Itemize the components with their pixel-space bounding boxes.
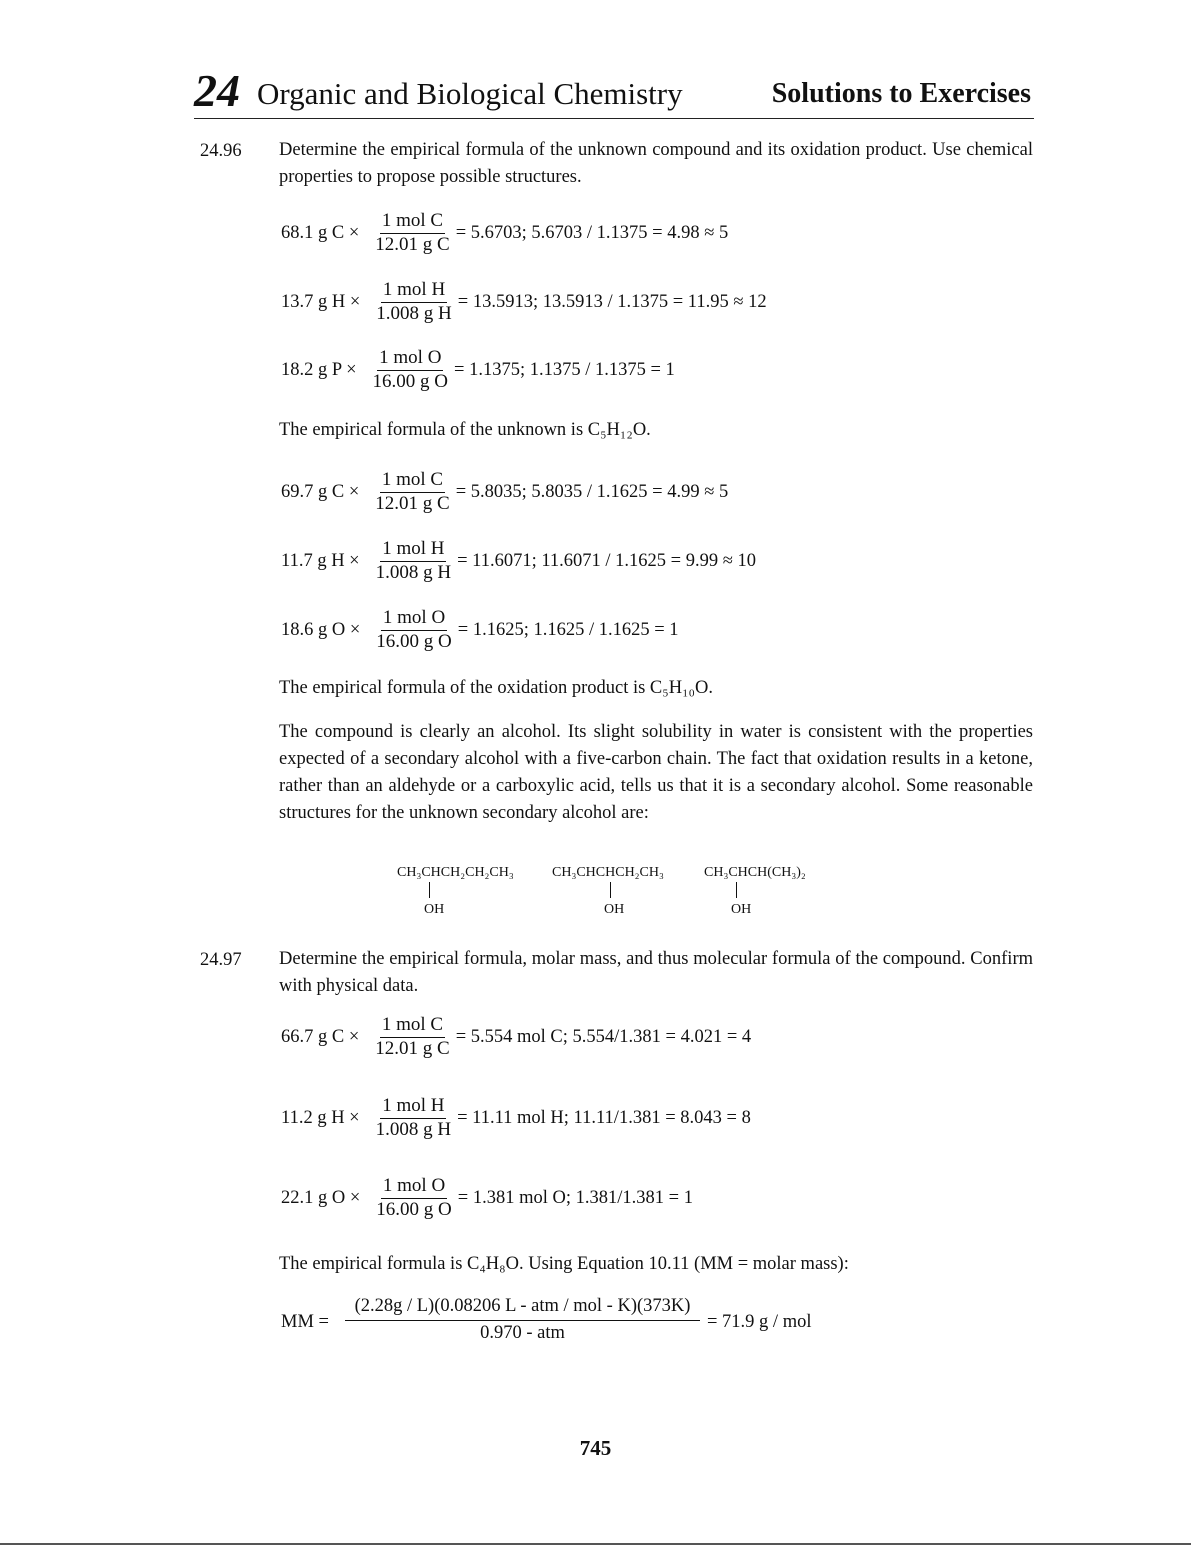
molar-mass-fraction [345, 1296, 700, 1344]
molar-mass-result: = 71.9 g / mol [707, 1312, 812, 1332]
exercise-number: 24.97 [200, 950, 242, 970]
numerator: 1 mol H [381, 280, 447, 303]
denominator: 12.01 g C [375, 1038, 450, 1059]
fraction [376, 1176, 451, 1220]
equation-lhs: 69.7 g C × [281, 481, 360, 502]
denominator: 16.00 g O [376, 631, 452, 652]
equation-rhs: = 5.6703; 5.6703 / 1.1375 = 4.98 ≈ 5 [455, 222, 729, 243]
denominator: 1.008 g H [375, 562, 452, 583]
equation [281, 203, 728, 263]
equation-rhs: = 5.554 mol C; 5.554/1.381 = 4.021 = 4 [455, 1026, 752, 1047]
fraction [376, 539, 451, 583]
equation-rhs: = 1.1375; 1.1375 / 1.1375 = 1 [454, 359, 675, 380]
denominator: 16.00 g O [372, 371, 449, 392]
bond-line [429, 882, 430, 898]
fraction [376, 280, 451, 324]
equation [281, 340, 675, 400]
equation-rhs: = 1.381 mol O; 1.381/1.381 = 1 [457, 1187, 693, 1208]
formula-text: The empirical formula of the unknown is [279, 420, 584, 440]
molar-mass-lhs: MM = [281, 1312, 329, 1332]
numerator: 1 mol O [381, 608, 447, 631]
equation-rhs: = 11.11 mol H; 11.11/1.381 = 8.043 = 8 [457, 1107, 751, 1128]
structure-1-substituent: OH [424, 902, 445, 917]
formula-statement [279, 420, 651, 441]
chapter-number: 24 [194, 65, 240, 116]
formula: C₅H₁₀O. [649, 678, 713, 698]
fraction [375, 1015, 449, 1059]
denominator: 12.01 g C [375, 493, 450, 514]
fraction [376, 608, 451, 652]
equation-lhs: 22.1 g O × [281, 1187, 361, 1208]
numerator: 1 mol H [380, 539, 446, 562]
denominator: 1.008 g H [375, 1119, 452, 1140]
equation [281, 1007, 751, 1067]
page-bottom-rule [0, 1543, 1191, 1545]
equation-rhs: = 13.5913; 13.5913 / 1.1375 = 11.95 ≈ 12 [457, 291, 767, 312]
structure-3-substituent: OH [731, 902, 752, 917]
exercise-intro: Determine the empirical formula of the unknown compound and its oxidation product. Use chemical properties to propose possible structures. [279, 140, 1033, 187]
page-number: 745 [579, 1436, 612, 1460]
fraction [375, 211, 449, 255]
equation [281, 1088, 751, 1148]
formula-statement [279, 678, 713, 699]
equation-rhs: = 1.1625; 1.1625 / 1.1625 = 1 [457, 619, 679, 640]
denominator: 1.008 g H [376, 303, 452, 324]
equation-lhs: 11.7 g H × [281, 550, 360, 571]
bond-line [610, 882, 611, 898]
bond-line [736, 882, 737, 898]
numerator: 1 mol O [381, 1176, 447, 1199]
fraction [375, 470, 449, 514]
section-title: Solutions to Exercises [771, 78, 1031, 109]
equation [281, 600, 679, 660]
equation-lhs: 66.7 g C × [281, 1026, 360, 1047]
numerator: 1 mol C [380, 1015, 445, 1038]
denominator: 16.00 g O [376, 1199, 452, 1220]
equation [281, 1168, 693, 1228]
fraction [376, 1096, 451, 1140]
numerator: 1 mol O [377, 348, 443, 371]
equation-lhs: 18.6 g O × [281, 619, 361, 640]
equation [281, 462, 728, 522]
equation-rhs: = 11.6071; 11.6071 / 1.1625 = 9.99 ≈ 10 [457, 550, 757, 571]
structure-2-substituent: OH [604, 902, 625, 917]
denominator: 12.01 g C [375, 234, 450, 255]
equation-lhs: 11.2 g H × [281, 1107, 360, 1128]
formula-statement: The empirical formula is C₄H₈O. Using Equation 10.11 (MM = molar mass): [279, 1254, 849, 1274]
exercise-intro: Determine the empirical formula, molar mass, and thus molecular formula of the compound. Confirm with physical data. [279, 949, 1033, 996]
chapter-title: Organic and Biological Chemistry [257, 76, 683, 111]
equation-lhs: 18.2 g P × [281, 359, 357, 380]
numerator: 1 mol H [380, 1096, 446, 1119]
numerator: 1 mol C [380, 470, 445, 493]
equation-rhs: = 5.8035; 5.8035 / 1.1625 = 4.99 ≈ 5 [455, 481, 729, 502]
header-rule [194, 118, 1034, 119]
structure-2-chain: CH₃CHCHCH₂CH₃ [552, 865, 664, 880]
equation-lhs: 68.1 g C × [281, 222, 360, 243]
discussion-paragraph: The compound is clearly an alcohol. Its slight solubility in water is consistent with the properties expected of a secondary alcohol with a five-carbon chain. The fact that oxidation results in a ketone, rather than an aldehyde or a carboxylic acid, tells us that it is a secondary alcohol. Some reasonable structures for the unknown secondary alcohol are: [279, 722, 1033, 823]
numerator: (2.28g / L)(0.08206 L - atm / mol - K)(373K) [345, 1296, 700, 1321]
formula-text: The empirical formula of the oxidation product is [279, 678, 646, 698]
formula: C₅H₁₂O. [587, 420, 651, 440]
structure-1-chain: CH₃CHCH₂CH₂CH₃ [397, 865, 514, 880]
denominator: 0.970 - atm [480, 1323, 565, 1343]
equation [281, 272, 767, 332]
structure-3-chain: CH₃CHCH(CH₃)₂ [704, 865, 806, 880]
numerator: 1 mol C [380, 211, 445, 234]
equation [281, 531, 756, 591]
fraction [373, 348, 448, 392]
equation-lhs: 13.7 g H × [281, 291, 361, 312]
exercise-number: 24.96 [200, 141, 242, 161]
